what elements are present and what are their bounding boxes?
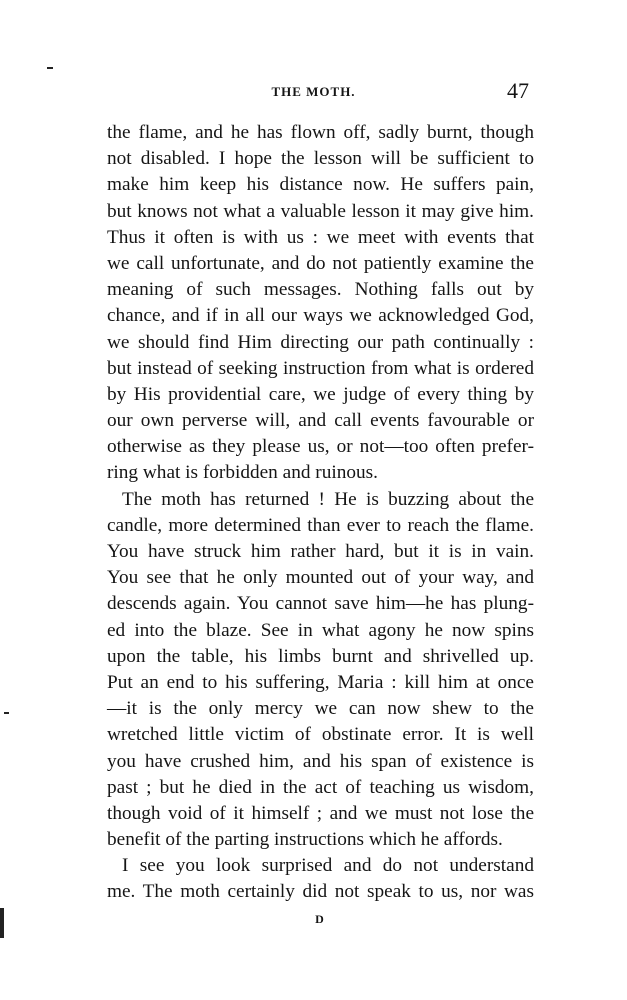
scan-mark <box>47 67 53 69</box>
text-line: You have struck him rather hard, but it is in vain. <box>107 541 534 562</box>
text-line: candle, more determined than ever to reach the flame. <box>107 514 534 536</box>
text-line: but knows not what a valuable lesson it may give him. <box>107 200 534 222</box>
text-line: though void of it himself ; and we must not lose the <box>107 802 534 824</box>
text-line: we call unfortunate, and do not patiently examine the <box>107 252 534 274</box>
text-line: benefit of the parting instructions which he affords. <box>107 829 503 851</box>
text-line: wretched little victim of obstinate error. It is well <box>107 724 534 746</box>
text-line: —it is the only mercy we can now shew to the <box>107 698 534 720</box>
page-number: 47 <box>507 78 529 103</box>
text-line: I see you look surprised and do not understand <box>122 855 534 877</box>
text-line: not disabled. I hope the lesson will be sufficient to <box>107 148 534 170</box>
text-line: You see that he only mounted out of your way, and <box>107 567 534 589</box>
text-line: ed into the blaze. See in what agony he now spins <box>107 619 534 641</box>
scan-mark <box>0 908 4 938</box>
text-line: past ; but he died in the act of teaching us wisdom, <box>107 776 534 798</box>
text-line: The moth has returned ! He is buzzing about the <box>122 488 534 510</box>
text-line: you have crushed him, and his span of existence is <box>107 750 534 772</box>
text-line: make him keep his distance now. He suffers pain, <box>107 174 534 196</box>
text-line: upon the table, his limbs burnt and shrivelled up. <box>107 645 534 667</box>
running-header: THE MOTH. <box>271 84 356 99</box>
text-line: Put an end to his suffering, Maria : kill him at once <box>107 671 534 693</box>
text-line: Thus it often is with us : we meet with events that <box>107 226 534 248</box>
text-line: descends again. You cannot save him—he has plung- <box>107 593 534 615</box>
text-line: by His providential care, we judge of every thing by <box>107 383 534 405</box>
text-line: we should find Him directing our path continually : <box>107 331 534 353</box>
text-line: the flame, and he has flown off, sadly burnt, though <box>107 122 534 143</box>
text-line: otherwise as they please us, or not—too often prefer- <box>107 436 534 458</box>
text-line: meaning of such messages. Nothing falls out by <box>107 279 534 301</box>
signature-mark: D <box>315 912 324 926</box>
text-line: me. The moth certainly did not speak to us, nor was <box>107 881 534 903</box>
text-line: ring what is forbidden and ruinous. <box>107 462 378 484</box>
text-line: chance, and if in all our ways we acknowledged God, <box>107 305 534 327</box>
page-body-text <box>107 120 534 906</box>
text-line: but instead of seeking instruction from what is ordered <box>107 357 534 379</box>
text-line: our own perverse will, and call events favourable or <box>107 410 534 432</box>
scan-mark <box>4 712 9 714</box>
